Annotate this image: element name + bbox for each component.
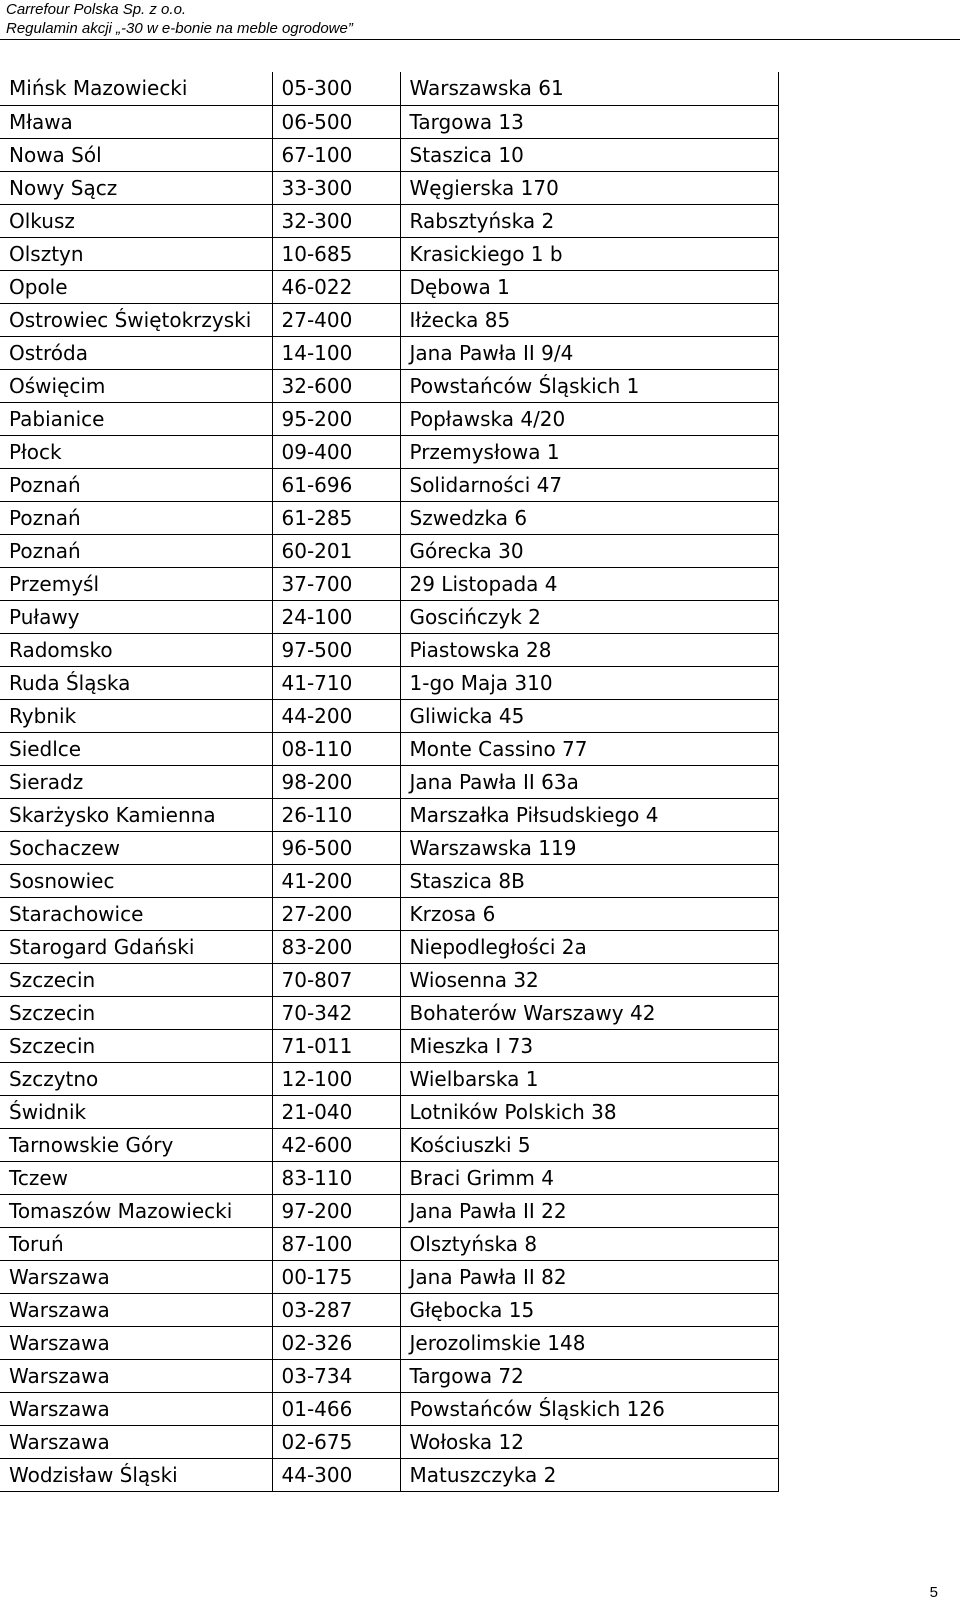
street-cell: Staszica 10 xyxy=(400,138,778,171)
city-cell: Olsztyn xyxy=(0,237,272,270)
street-cell: Marszałka Piłsudskiego 4 xyxy=(400,798,778,831)
street-cell: 29 Listopada 4 xyxy=(400,567,778,600)
city-cell: Wodzisław Śląski xyxy=(0,1458,272,1491)
city-cell: Warszawa xyxy=(0,1359,272,1392)
table-row xyxy=(0,633,778,666)
street-cell: Targowa 13 xyxy=(400,105,778,138)
table-row xyxy=(0,996,778,1029)
postal-code-cell: 83-200 xyxy=(272,930,400,963)
street-cell: Targowa 72 xyxy=(400,1359,778,1392)
table-row xyxy=(0,1194,778,1227)
city-cell: Poznań xyxy=(0,468,272,501)
street-cell: Popławska 4/20 xyxy=(400,402,778,435)
table-row xyxy=(0,1095,778,1128)
city-cell: Ostróda xyxy=(0,336,272,369)
street-cell: Goscińczyk 2 xyxy=(400,600,778,633)
postal-code-cell: 41-200 xyxy=(272,864,400,897)
page-number: 5 xyxy=(929,1584,938,1601)
postal-code-cell: 01-466 xyxy=(272,1392,400,1425)
postal-code-cell: 27-400 xyxy=(272,303,400,336)
city-cell: Mińsk Mazowiecki xyxy=(0,72,272,105)
postal-code-cell: 26-110 xyxy=(272,798,400,831)
postal-code-cell: 14-100 xyxy=(272,336,400,369)
postal-code-cell: 98-200 xyxy=(272,765,400,798)
table-row xyxy=(0,1260,778,1293)
city-cell: Opole xyxy=(0,270,272,303)
postal-code-cell: 97-200 xyxy=(272,1194,400,1227)
page-header xyxy=(6,0,956,38)
postal-code-cell: 87-100 xyxy=(272,1227,400,1260)
street-cell: Monte Cassino 77 xyxy=(400,732,778,765)
table-row xyxy=(0,1326,778,1359)
postal-code-cell: 06-500 xyxy=(272,105,400,138)
city-cell: Pabianice xyxy=(0,402,272,435)
city-cell: Warszawa xyxy=(0,1293,272,1326)
postal-code-cell: 24-100 xyxy=(272,600,400,633)
table-row xyxy=(0,930,778,963)
postal-code-cell: 46-022 xyxy=(272,270,400,303)
city-cell: Ruda Śląska xyxy=(0,666,272,699)
company-name: Carrefour Polska Sp. z o.o. xyxy=(6,1,187,18)
street-cell: Jana Pawła II 63a xyxy=(400,765,778,798)
table-row xyxy=(0,1062,778,1095)
table-row xyxy=(0,435,778,468)
city-cell: Mława xyxy=(0,105,272,138)
city-cell: Siedlce xyxy=(0,732,272,765)
postal-code-cell: 42-600 xyxy=(272,1128,400,1161)
table-row xyxy=(0,864,778,897)
postal-code-cell: 61-285 xyxy=(272,501,400,534)
table-row xyxy=(0,1293,778,1326)
postal-code-cell: 00-175 xyxy=(272,1260,400,1293)
city-cell: Radomsko xyxy=(0,633,272,666)
postal-code-cell: 61-696 xyxy=(272,468,400,501)
street-cell: Piastowska 28 xyxy=(400,633,778,666)
table-row xyxy=(0,336,778,369)
city-cell: Szczecin xyxy=(0,963,272,996)
store-table-body xyxy=(0,72,778,1491)
table-row xyxy=(0,138,778,171)
street-cell: Jana Pawła II 9/4 xyxy=(400,336,778,369)
table-row xyxy=(0,171,778,204)
postal-code-cell: 95-200 xyxy=(272,402,400,435)
postal-code-cell: 32-300 xyxy=(272,204,400,237)
street-cell: 1-go Maja 310 xyxy=(400,666,778,699)
city-cell: Oświęcim xyxy=(0,369,272,402)
table-row xyxy=(0,468,778,501)
city-cell: Szczecin xyxy=(0,1029,272,1062)
postal-code-cell: 44-200 xyxy=(272,699,400,732)
postal-code-cell: 02-326 xyxy=(272,1326,400,1359)
table-row xyxy=(0,1128,778,1161)
city-cell: Ostrowiec Świętokrzyski xyxy=(0,303,272,336)
postal-code-cell: 10-685 xyxy=(272,237,400,270)
street-cell: Przemysłowa 1 xyxy=(400,435,778,468)
table-row xyxy=(0,1359,778,1392)
postal-code-cell: 41-710 xyxy=(272,666,400,699)
city-cell: Świdnik xyxy=(0,1095,272,1128)
street-cell: Gliwicka 45 xyxy=(400,699,778,732)
postal-code-cell: 70-342 xyxy=(272,996,400,1029)
postal-code-cell: 08-110 xyxy=(272,732,400,765)
street-cell: Warszawska 61 xyxy=(400,72,778,105)
street-cell: Iłżecka 85 xyxy=(400,303,778,336)
postal-code-cell: 21-040 xyxy=(272,1095,400,1128)
city-cell: Tczew xyxy=(0,1161,272,1194)
table-row xyxy=(0,897,778,930)
table-row xyxy=(0,666,778,699)
table-row xyxy=(0,204,778,237)
postal-code-cell: 96-500 xyxy=(272,831,400,864)
table-row xyxy=(0,699,778,732)
street-cell: Wiosenna 32 xyxy=(400,963,778,996)
street-cell: Rabsztyńska 2 xyxy=(400,204,778,237)
street-cell: Kościuszki 5 xyxy=(400,1128,778,1161)
postal-code-cell: 60-201 xyxy=(272,534,400,567)
street-cell: Mieszka I 73 xyxy=(400,1029,778,1062)
table-row xyxy=(0,105,778,138)
street-cell: Staszica 8B xyxy=(400,864,778,897)
city-cell: Skarżysko Kamienna xyxy=(0,798,272,831)
table-row xyxy=(0,1161,778,1194)
table-row xyxy=(0,963,778,996)
city-cell: Szczytno xyxy=(0,1062,272,1095)
street-cell: Szwedzka 6 xyxy=(400,501,778,534)
city-cell: Płock xyxy=(0,435,272,468)
postal-code-cell: 83-110 xyxy=(272,1161,400,1194)
street-cell: Krasickiego 1 b xyxy=(400,237,778,270)
table-row xyxy=(0,600,778,633)
postal-code-cell: 05-300 xyxy=(272,72,400,105)
postal-code-cell: 03-734 xyxy=(272,1359,400,1392)
postal-code-cell: 71-011 xyxy=(272,1029,400,1062)
city-cell: Warszawa xyxy=(0,1260,272,1293)
city-cell: Sochaczew xyxy=(0,831,272,864)
postal-code-cell: 37-700 xyxy=(272,567,400,600)
postal-code-cell: 12-100 xyxy=(272,1062,400,1095)
table-row xyxy=(0,1227,778,1260)
street-cell: Krzosa 6 xyxy=(400,897,778,930)
postal-code-cell: 32-600 xyxy=(272,369,400,402)
street-cell: Jana Pawła II 82 xyxy=(400,1260,778,1293)
table-row xyxy=(0,732,778,765)
city-cell: Szczecin xyxy=(0,996,272,1029)
street-cell: Braci Grimm 4 xyxy=(400,1161,778,1194)
postal-code-cell: 67-100 xyxy=(272,138,400,171)
postal-code-cell: 44-300 xyxy=(272,1458,400,1491)
street-cell: Niepodległości 2a xyxy=(400,930,778,963)
postal-code-cell: 02-675 xyxy=(272,1425,400,1458)
table-row xyxy=(0,1029,778,1062)
city-cell: Warszawa xyxy=(0,1425,272,1458)
table-row xyxy=(0,534,778,567)
table-row xyxy=(0,1392,778,1425)
city-cell: Tomaszów Mazowiecki xyxy=(0,1194,272,1227)
city-cell: Poznań xyxy=(0,501,272,534)
table-row xyxy=(0,369,778,402)
table-row xyxy=(0,1425,778,1458)
street-cell: Warszawska 119 xyxy=(400,831,778,864)
city-cell: Sieradz xyxy=(0,765,272,798)
table-row xyxy=(0,402,778,435)
city-cell: Warszawa xyxy=(0,1392,272,1425)
postal-code-cell: 27-200 xyxy=(272,897,400,930)
street-cell: Głębocka 15 xyxy=(400,1293,778,1326)
street-cell: Powstańców Śląskich 126 xyxy=(400,1392,778,1425)
postal-code-cell: 97-500 xyxy=(272,633,400,666)
table-row xyxy=(0,765,778,798)
city-cell: Warszawa xyxy=(0,1326,272,1359)
table-row xyxy=(0,798,778,831)
table-row xyxy=(0,501,778,534)
street-cell: Olsztyńska 8 xyxy=(400,1227,778,1260)
city-cell: Przemyśl xyxy=(0,567,272,600)
table-row xyxy=(0,237,778,270)
street-cell: Bohaterów Warszawy 42 xyxy=(400,996,778,1029)
street-cell: Wołoska 12 xyxy=(400,1425,778,1458)
street-cell: Wielbarska 1 xyxy=(400,1062,778,1095)
regulation-title: Regulamin akcji „-30 w e-bonie na meble ogrodowe” xyxy=(6,20,353,37)
street-cell: Lotników Polskich 38 xyxy=(400,1095,778,1128)
table-row xyxy=(0,567,778,600)
table-row xyxy=(0,72,778,105)
table-row xyxy=(0,831,778,864)
city-cell: Puławy xyxy=(0,600,272,633)
postal-code-cell: 33-300 xyxy=(272,171,400,204)
postal-code-cell: 09-400 xyxy=(272,435,400,468)
city-cell: Nowa Sól xyxy=(0,138,272,171)
city-cell: Toruń xyxy=(0,1227,272,1260)
street-cell: Matuszczyka 2 xyxy=(400,1458,778,1491)
postal-code-cell: 70-807 xyxy=(272,963,400,996)
street-cell: Jana Pawła II 22 xyxy=(400,1194,778,1227)
street-cell: Solidarności 47 xyxy=(400,468,778,501)
header-divider xyxy=(0,39,960,40)
city-cell: Sosnowiec xyxy=(0,864,272,897)
street-cell: Dębowa 1 xyxy=(400,270,778,303)
city-cell: Nowy Sącz xyxy=(0,171,272,204)
store-table xyxy=(0,72,779,1492)
postal-code-cell: 03-287 xyxy=(272,1293,400,1326)
street-cell: Górecka 30 xyxy=(400,534,778,567)
city-cell: Starogard Gdański xyxy=(0,930,272,963)
city-cell: Rybnik xyxy=(0,699,272,732)
city-cell: Tarnowskie Góry xyxy=(0,1128,272,1161)
city-cell: Poznań xyxy=(0,534,272,567)
table-row xyxy=(0,1458,778,1491)
table-row xyxy=(0,270,778,303)
city-cell: Olkusz xyxy=(0,204,272,237)
street-cell: Powstańców Śląskich 1 xyxy=(400,369,778,402)
street-cell: Jerozolimskie 148 xyxy=(400,1326,778,1359)
table-row xyxy=(0,303,778,336)
street-cell: Węgierska 170 xyxy=(400,171,778,204)
city-cell: Starachowice xyxy=(0,897,272,930)
